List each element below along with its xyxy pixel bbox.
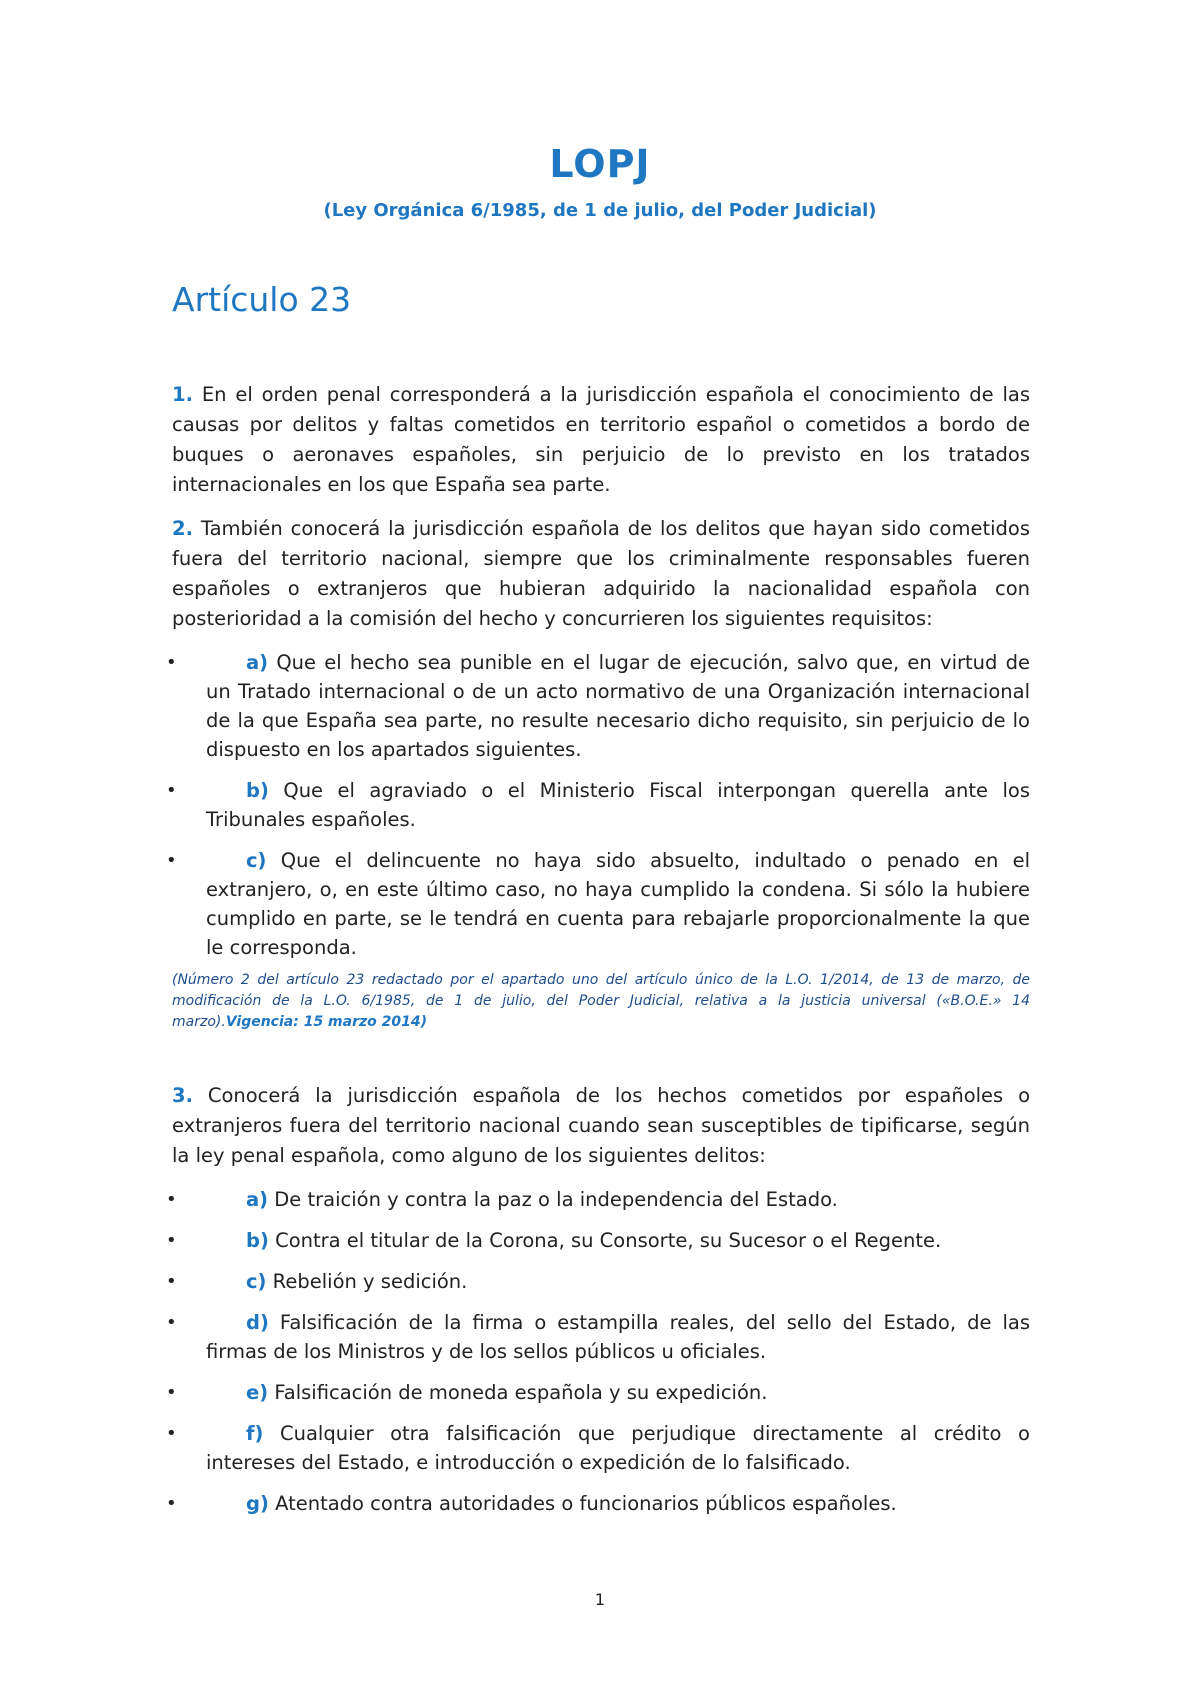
document-title: LOPJ (549, 142, 651, 186)
bullet-icon: • (166, 1382, 177, 1403)
item-label: e) (246, 1381, 269, 1404)
item-label: d) (246, 1311, 269, 1334)
paragraph-text: Conocerá la jurisdicción española de los hechos cometidos por españoles o extranjeros fuera del territorio nacional cuando sean susceptibles de tipificarse, según la ley penal española, como alguno de los siguientes delitos: (172, 1084, 1030, 1167)
item-text: Falsificación de la firma o estampilla reales, del sello del Estado, de las firmas de los Ministros y de los sellos públicos u oficiales. (206, 1311, 1030, 1363)
paragraph-number: 3. (172, 1084, 193, 1107)
article-heading: Artículo 23 (172, 280, 352, 319)
paragraph-3 (172, 1081, 1030, 1171)
bullet-icon: • (166, 1271, 177, 1292)
item-label: a) (246, 1188, 269, 1211)
bullet-icon: • (166, 850, 177, 871)
amendment-vigencia: Vigencia: 15 marzo 2014) (225, 1014, 428, 1030)
item-label: b) (246, 779, 269, 802)
item-text: Que el hecho sea punible en el lugar de ejecución, salvo que, en virtud de un Tratado internacional o de un acto normativo de una Organización internacional de la que España sea parte, no resulte necesario dicho requisito, sin perjuicio de lo dispuesto en los apartados siguientes. (206, 651, 1030, 761)
paragraph-number: 2. (172, 517, 193, 540)
paragraph-text: En el orden penal corresponderá a la jurisdicción española el conocimiento de las causas por delitos y faltas cometidos en territorio español o cometidos a bordo de buques o aeronaves españoles, sin perjuicio de lo previsto en los tratados internacionales en los que España sea parte. (172, 383, 1030, 496)
item-text: Contra el titular de la Corona, su Consorte, su Sucesor o el Regente. (268, 1229, 942, 1252)
list-item (166, 1308, 1030, 1366)
item-text: Cualquier otra falsificación que perjudique directamente al crédito o intereses del Estado, e introducción o expedición de lo falsificado. (206, 1422, 1030, 1474)
item-label: c) (246, 849, 267, 872)
document-subtitle: (Ley Orgánica 6/1985, de 1 de julio, del Poder Judicial) (323, 200, 877, 221)
bullet-icon: • (166, 1493, 177, 1514)
paragraph-1 (172, 380, 1030, 500)
item-label: c) (246, 1270, 267, 1293)
bullet-icon: • (166, 1423, 177, 1444)
paragraph-text: También conocerá la jurisdicción española de los delitos que hayan sido cometidos fuera del territorio nacional, siempre que los criminalmente responsables fueren españoles o extranjeros que hubieran adquirido la nacionalidad española con posterioridad a la comisión del hecho y concurrieren los siguientes requisitos: (172, 517, 1030, 630)
list-item (166, 1419, 1030, 1477)
item-label: a) (246, 651, 269, 674)
paragraph-2 (172, 514, 1030, 634)
list-item (166, 1378, 1030, 1407)
bullet-icon: • (166, 1230, 177, 1251)
list-item (166, 846, 1030, 962)
item-label: f) (246, 1422, 264, 1445)
article-body (166, 380, 1030, 1530)
item-text: Falsificación de moneda española y su expedición. (268, 1381, 768, 1404)
page-number: 1 (594, 1590, 606, 1609)
item-text: Rebelión y sedición. (266, 1270, 468, 1293)
item-label: g) (246, 1492, 269, 1515)
list-item (166, 1489, 1030, 1518)
amendment-note-text: (Número 2 del artículo 23 redactado por el apartado uno del artículo único de la L.O. 1/2014, de 13 de marzo, de modificación de la L.O. 6/1985, de 1 de julio, del Poder Judicial, relativa a la justicia universal («B.O.E.» 14 marzo). (172, 972, 1030, 1030)
list-item (166, 1267, 1030, 1296)
item-text: Atentado contra autoridades o funcionarios públicos españoles. (268, 1492, 897, 1515)
bullet-icon: • (166, 1189, 177, 1210)
list-item (166, 648, 1030, 764)
list-item (166, 1185, 1030, 1214)
bullet-icon: • (166, 780, 177, 801)
list-item (166, 1226, 1030, 1255)
item-text: Que el delincuente no haya sido absuelto, indultado o penado en el extranjero, o, en este último caso, no haya cumplido la condena. Si sólo la hubiere cumplido en parte, se le tendrá en cuenta para rebajarle proporcionalmente la que le corresponda. (206, 849, 1030, 959)
amendment-note (172, 970, 1030, 1033)
list-item (166, 776, 1030, 834)
item-text: De traición y contra la paz o la independencia del Estado. (268, 1188, 838, 1211)
item-label: b) (246, 1229, 269, 1252)
bullet-icon: • (166, 1312, 177, 1333)
bullet-icon: • (166, 652, 177, 673)
item-text: Que el agraviado o el Ministerio Fiscal interpongan querella ante los Tribunales españoles. (206, 779, 1030, 831)
paragraph-number: 1. (172, 383, 193, 406)
